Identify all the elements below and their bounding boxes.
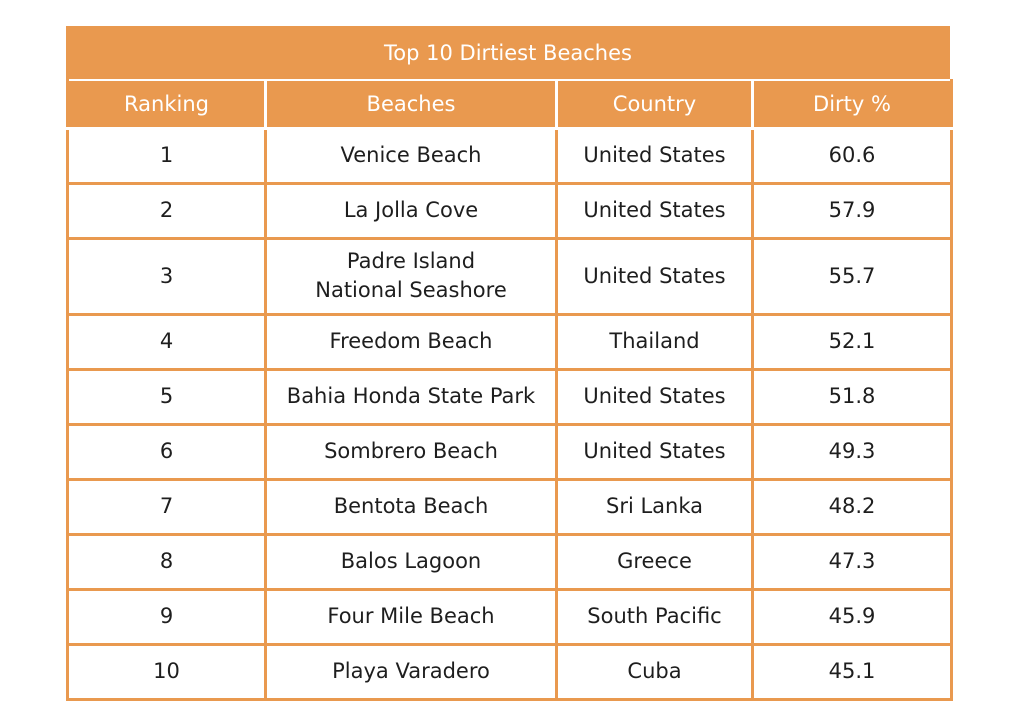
column-header-country: Country xyxy=(557,80,753,128)
beach-name-line: Padre Island xyxy=(346,249,476,273)
ranking-cell: 5 xyxy=(68,369,266,424)
dirty-percent-cell: 60.6 xyxy=(753,128,952,183)
beach-cell: Bahia Honda State Park xyxy=(266,369,557,424)
beach-cell: Freedom Beach xyxy=(266,314,557,369)
column-header-dirty-percent: Dirty % xyxy=(753,80,952,128)
table-row xyxy=(68,589,952,644)
table-row xyxy=(68,644,952,699)
table-row xyxy=(68,424,952,479)
country-cell: Greece xyxy=(557,534,753,589)
ranking-cell: 7 xyxy=(68,479,266,534)
table-row xyxy=(68,314,952,369)
beach-name-line: National Seashore xyxy=(315,278,507,302)
dirty-percent-cell: 55.7 xyxy=(753,238,952,314)
header-row xyxy=(68,80,952,128)
beach-cell: Sombrero Beach xyxy=(266,424,557,479)
ranking-cell: 1 xyxy=(68,128,266,183)
beach-cell: Bentota Beach xyxy=(266,479,557,534)
ranking-cell: 10 xyxy=(68,644,266,699)
ranking-cell: 4 xyxy=(68,314,266,369)
country-cell: Cuba xyxy=(557,644,753,699)
country-cell: Thailand xyxy=(557,314,753,369)
country-cell: Sri Lanka xyxy=(557,479,753,534)
ranking-cell: 2 xyxy=(68,183,266,238)
column-header-beaches: Beaches xyxy=(266,80,557,128)
dirty-percent-cell: 57.9 xyxy=(753,183,952,238)
dirty-percent-cell: 49.3 xyxy=(753,424,952,479)
beaches-table xyxy=(66,79,953,701)
table-row xyxy=(68,534,952,589)
dirty-percent-cell: 51.8 xyxy=(753,369,952,424)
country-cell: United States xyxy=(557,128,753,183)
dirty-percent-cell: 48.2 xyxy=(753,479,952,534)
table-body xyxy=(68,128,952,699)
beach-cell: Four Mile Beach xyxy=(266,589,557,644)
ranking-cell: 9 xyxy=(68,589,266,644)
table-row xyxy=(68,128,952,183)
table-row xyxy=(68,238,952,314)
beach-cell: La Jolla Cove xyxy=(266,183,557,238)
table-row xyxy=(68,479,952,534)
beach-cell: Balos Lagoon xyxy=(266,534,557,589)
beach-cell: Playa Varadero xyxy=(266,644,557,699)
country-cell: United States xyxy=(557,183,753,238)
country-cell: United States xyxy=(557,369,753,424)
dirty-percent-cell: 52.1 xyxy=(753,314,952,369)
dirty-percent-cell: 47.3 xyxy=(753,534,952,589)
ranking-cell: 3 xyxy=(68,238,266,314)
beach-cell xyxy=(266,238,557,314)
ranking-cell: 6 xyxy=(68,424,266,479)
dirty-percent-cell: 45.9 xyxy=(753,589,952,644)
ranking-cell: 8 xyxy=(68,534,266,589)
column-header-ranking: Ranking xyxy=(68,80,266,128)
beaches-table-container xyxy=(66,26,950,701)
beach-cell: Venice Beach xyxy=(266,128,557,183)
table-row xyxy=(68,183,952,238)
dirty-percent-cell: 45.1 xyxy=(753,644,952,699)
country-cell: United States xyxy=(557,424,753,479)
table-title: Top 10 Dirtiest Beaches xyxy=(66,26,950,79)
country-cell: South Pacific xyxy=(557,589,753,644)
table-row xyxy=(68,369,952,424)
country-cell: United States xyxy=(557,238,753,314)
